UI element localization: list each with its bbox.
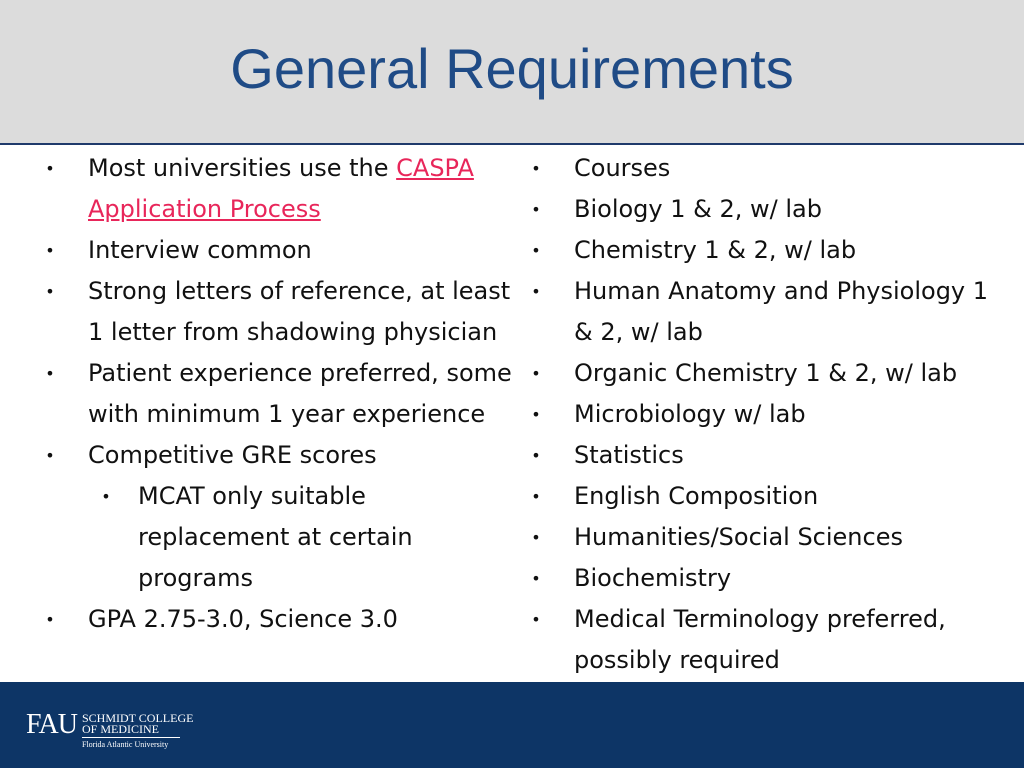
list-item-text: Medical Terminology preferred, possibly required xyxy=(574,605,946,674)
bullet-icon: • xyxy=(531,159,541,178)
logo-college-name-2: OF MEDICINE xyxy=(82,722,159,736)
list-item-text: Biochemistry xyxy=(574,564,732,592)
list-item xyxy=(530,517,1000,558)
list-item-text: Strong letters of reference, at least 1 letter from shadowing physician xyxy=(88,277,511,346)
list-item xyxy=(530,230,1000,271)
list-item xyxy=(44,599,514,640)
bullet-icon: • xyxy=(531,241,541,260)
list-item-text: Chemistry 1 & 2, w/ lab xyxy=(574,236,857,264)
list-item xyxy=(530,394,1000,435)
bullet-icon: • xyxy=(45,446,55,465)
list-item xyxy=(530,189,1000,230)
slide-header xyxy=(0,0,1024,145)
list-item xyxy=(530,599,1000,681)
list-item-text: Microbiology w/ lab xyxy=(574,400,806,428)
logo-university: Florida Atlantic University xyxy=(82,740,169,749)
right-bullet-list xyxy=(530,148,1000,681)
bullet-icon: • xyxy=(45,241,55,260)
bullet-icon: • xyxy=(531,569,541,588)
bullet-icon: • xyxy=(531,405,541,424)
list-item-text: English Composition xyxy=(574,482,819,510)
list-item-text: Interview common xyxy=(88,236,312,264)
bullet-icon: • xyxy=(531,282,541,301)
list-item xyxy=(44,148,514,230)
list-item-text: Human Anatomy and Physiology 1 & 2, w/ lab xyxy=(574,277,989,346)
list-item-text: Courses xyxy=(574,154,671,182)
bullet-icon: • xyxy=(45,159,55,178)
list-item xyxy=(44,230,514,271)
list-item-text: Patient experience preferred, some with minimum 1 year experience xyxy=(88,359,512,428)
list-item-text: Organic Chemistry 1 & 2, w/ lab xyxy=(574,359,958,387)
list-item-text: Statistics xyxy=(574,441,684,469)
list-item-text: GPA 2.75-3.0, Science 3.0 xyxy=(88,605,398,633)
list-item xyxy=(44,353,514,435)
bullet-icon: • xyxy=(45,282,55,301)
bullet-icon: • xyxy=(45,610,55,629)
list-item-text: Most universities use the xyxy=(88,154,397,182)
list-item xyxy=(44,435,514,476)
caspa-link[interactable]: CASPA Application Process xyxy=(88,154,474,223)
bullet-icon: • xyxy=(531,200,541,219)
list-item-text: Biology 1 & 2, w/ lab xyxy=(574,195,822,223)
list-item xyxy=(530,476,1000,517)
logo-mark: FAU xyxy=(26,709,77,740)
left-bullet-list xyxy=(44,148,514,640)
list-item xyxy=(530,148,1000,189)
list-item xyxy=(44,271,514,353)
logo-college-name: SCHMIDT COLLEGE xyxy=(82,711,194,725)
logo-divider xyxy=(82,737,180,738)
bullet-icon: • xyxy=(101,487,111,506)
list-item xyxy=(530,558,1000,599)
list-item xyxy=(530,435,1000,476)
slide-title: General Requirements xyxy=(230,37,794,100)
bullet-icon: • xyxy=(531,528,541,547)
slide-footer xyxy=(0,682,1024,768)
bullet-icon: • xyxy=(531,446,541,465)
list-item-text: Competitive GRE scores xyxy=(88,441,377,469)
list-item xyxy=(530,271,1000,353)
sub-list-item xyxy=(44,476,514,599)
bullet-icon: • xyxy=(531,364,541,383)
bullet-icon: • xyxy=(531,610,541,629)
bullet-icon: • xyxy=(531,487,541,506)
list-item xyxy=(530,353,1000,394)
bullet-icon: • xyxy=(45,364,55,383)
list-item-text: Humanities/Social Sciences xyxy=(574,523,903,551)
list-item-text: MCAT only suitable replacement at certain programs xyxy=(138,482,413,592)
